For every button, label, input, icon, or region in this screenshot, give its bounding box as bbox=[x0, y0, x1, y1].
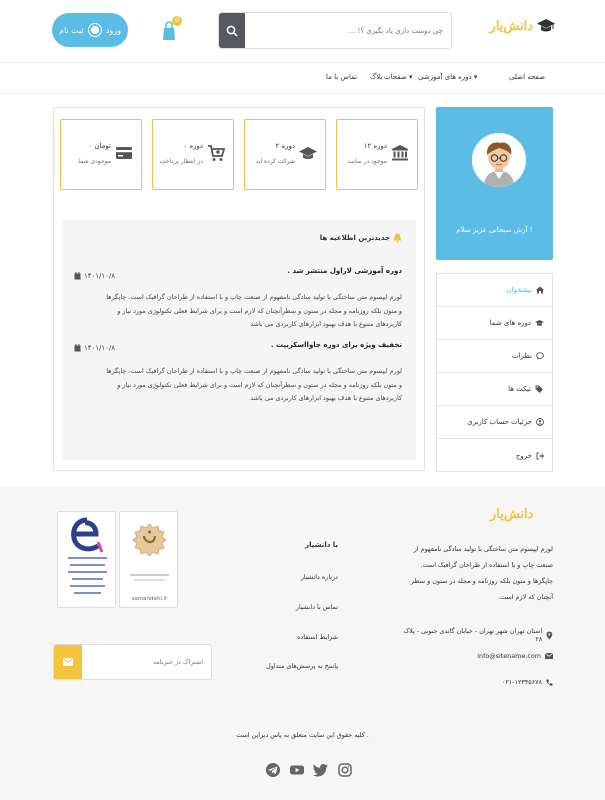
samandehi-seal bbox=[120, 512, 179, 609]
news-date bbox=[74, 344, 115, 352]
graduation-cap-icon bbox=[299, 144, 317, 162]
main-nav bbox=[0, 62, 605, 94]
search-input[interactable] bbox=[245, 13, 451, 48]
header bbox=[0, 0, 605, 62]
samandehi-text: samandehi.ir bbox=[131, 596, 168, 602]
samandehi-badge[interactable] bbox=[119, 511, 178, 608]
news-title[interactable]: تخفیف ویژه برای دوره جاوااسکریپت . bbox=[270, 341, 402, 349]
dashboard-menu bbox=[436, 273, 553, 472]
news-body: لورم ایپسوم متن ساختگی با تولید سادگی نامفهوم از صنعت چاپ و با استفاده از طراحان گرافیک است. چاپگرها و متون بلکه روزنامه و مجله در ستون و سطرآنچنان که لازم است و برای شرایط فعلی تکنولوژی مورد نیاز و کاربردهای متنوع با هدف بهبود ابزارهای کاربردی می باشد bbox=[106, 367, 402, 402]
stat-value: ۲ دوره bbox=[275, 142, 295, 150]
comment-icon bbox=[536, 352, 544, 360]
stat-label: موجودی شما bbox=[78, 158, 111, 165]
nav-pages[interactable]: صفحات ▾ bbox=[384, 73, 413, 81]
stat-value: ۰ دوره bbox=[183, 142, 203, 150]
menu-item-dashboard[interactable] bbox=[437, 274, 552, 307]
stat-label: موجود در سایت bbox=[347, 158, 387, 165]
credit-card-icon bbox=[115, 144, 133, 162]
menu-item-logout[interactable] bbox=[437, 439, 552, 472]
footer-link-faq[interactable]: پاسخ به پرسش‌های متداول bbox=[266, 662, 338, 670]
map-marker-icon bbox=[546, 631, 553, 640]
stat-wallet-balance bbox=[60, 119, 142, 190]
auth-button-group bbox=[52, 13, 128, 47]
newsletter-form bbox=[53, 644, 212, 680]
home-icon bbox=[536, 286, 544, 294]
stat-value: ۱۲ دوره bbox=[363, 142, 387, 150]
announcements-panel bbox=[62, 220, 416, 460]
news-date bbox=[74, 272, 115, 280]
footer-links-title: با دانشیار bbox=[305, 541, 338, 549]
footer-link-contact[interactable]: تماس با دانشیار bbox=[295, 603, 338, 611]
instagram-icon[interactable] bbox=[337, 762, 353, 778]
profile-greeting: آرش سبحانی عزیز سلام ! bbox=[456, 226, 533, 234]
menu-label-comments: نظرات bbox=[511, 352, 532, 360]
login-link[interactable]: ورود bbox=[105, 25, 121, 35]
announcements-title: جدیدترین اطلاعیه ها bbox=[319, 234, 390, 242]
cart-plus-icon bbox=[207, 144, 225, 162]
nav-contact[interactable]: تماس با ما bbox=[326, 73, 358, 81]
youtube-icon[interactable] bbox=[289, 762, 305, 778]
user-icon bbox=[536, 418, 544, 426]
graduation-cap-icon bbox=[536, 17, 556, 35]
stat-label: در انتظار پرداخت bbox=[159, 158, 203, 165]
avatar bbox=[472, 133, 526, 187]
news-date-text: ۱۴۰۱/۱۰/۸ bbox=[84, 272, 116, 280]
calendar-icon bbox=[74, 272, 81, 280]
enamad-logo bbox=[58, 512, 117, 609]
logo-text: دانش‌یار bbox=[489, 18, 533, 34]
menu-item-tickets[interactable] bbox=[437, 373, 552, 406]
nav-courses[interactable]: دوره های آموزشی ▾ bbox=[418, 73, 478, 81]
menu-label-my-courses: دوره های شما bbox=[489, 319, 531, 327]
stat-value: ۰ تومان bbox=[88, 142, 111, 150]
stat-enrolled-courses bbox=[244, 119, 326, 190]
menu-item-account[interactable] bbox=[437, 406, 552, 439]
nav-blog[interactable]: بلاگ bbox=[370, 73, 383, 81]
news-body: لورم ایپسوم متن ساختگی با تولید سادگی نامفهوم از صنعت چاپ و با استفاده از طراحان گرافیک است. چاپگرها و متون بلکه روزنامه و مجله در ستون و سطرآنچنان که لازم است و برای شرایط فعلی تکنولوژی مورد نیاز و کاربردهای متنوع با هدف بهبود ابزارهای کاربردی می باشد bbox=[106, 293, 402, 328]
footer-description: لورم ایپسوم متن ساختگی با تولید سادگی نامفهوم از صنعت چاپ و با استفاده از طراحان گرافیک است. چاپگرها و متون بلکه روزنامه و مجله در ستون و سطر آنچنان که لازم است. bbox=[410, 545, 553, 601]
logout-icon bbox=[536, 452, 544, 460]
news-date-text: ۱۴۰۱/۱۰/۸ bbox=[84, 344, 116, 352]
footer-phone bbox=[400, 678, 553, 686]
footer-logo[interactable]: دانش‌یار bbox=[490, 507, 534, 522]
calendar-icon bbox=[74, 344, 81, 352]
nav-courses-label: دوره های آموزشی bbox=[418, 73, 472, 81]
newsletter-input[interactable] bbox=[82, 645, 211, 679]
footer-address bbox=[400, 627, 553, 643]
bank-icon bbox=[391, 144, 409, 162]
site-logo[interactable] bbox=[476, 13, 556, 39]
menu-label-account: جزئیات حساب کاربری bbox=[467, 418, 532, 426]
bell-icon bbox=[393, 233, 402, 243]
search-icon bbox=[226, 25, 238, 37]
auth-separator bbox=[89, 24, 101, 36]
graduation-cap-icon bbox=[535, 319, 544, 327]
announcements-heading bbox=[320, 233, 402, 243]
stat-label: شرکت کرده اید bbox=[255, 158, 295, 165]
copyright-text: کلیه حقوق این سایت متعلق به پاس دیزاین است . bbox=[236, 731, 369, 739]
menu-label-logout: خروج bbox=[515, 451, 532, 460]
footer-link-terms[interactable]: شرایط استفاده bbox=[297, 633, 338, 641]
nav-home[interactable]: صفحه اصلی bbox=[509, 73, 546, 81]
telegram-icon[interactable] bbox=[265, 762, 281, 778]
menu-item-my-courses[interactable] bbox=[437, 307, 552, 340]
news-title[interactable]: دوره آموزشی لاراول منتشر شد . bbox=[287, 267, 402, 275]
tags-icon bbox=[535, 385, 544, 393]
phone-icon bbox=[546, 679, 553, 686]
search-bar bbox=[218, 12, 452, 49]
twitter-icon[interactable] bbox=[313, 762, 329, 778]
envelope-icon bbox=[63, 658, 73, 666]
menu-item-comments[interactable] bbox=[437, 340, 552, 373]
footer-phone-text[interactable]: ۰۲۱-۱۲۳۴۵۶۷۸ bbox=[501, 678, 542, 686]
footer-address-text: استان تهران شهر تهران - خیابان گاندی جنوبی - پلاک ۲۸ bbox=[403, 627, 543, 643]
stat-available-courses bbox=[336, 119, 418, 190]
menu-label-dashboard: پیشخوان bbox=[506, 286, 532, 294]
newsletter-submit-button[interactable] bbox=[54, 645, 82, 679]
footer-link-about[interactable]: درباره دانشیار bbox=[300, 573, 338, 581]
footer-email-text[interactable]: info@sitename.com bbox=[477, 652, 541, 660]
footer-email bbox=[400, 652, 553, 660]
register-link[interactable]: ثبت نام bbox=[59, 25, 84, 35]
cart-count-badge: 0 bbox=[172, 16, 182, 26]
nav-pages-label: صفحات bbox=[384, 73, 407, 81]
search-button[interactable] bbox=[219, 13, 245, 48]
menu-label-tickets: تیکت ها bbox=[508, 385, 531, 393]
envelope-icon bbox=[545, 653, 553, 659]
stat-pending-payment bbox=[152, 119, 234, 190]
enamad-badge[interactable] bbox=[57, 511, 116, 608]
